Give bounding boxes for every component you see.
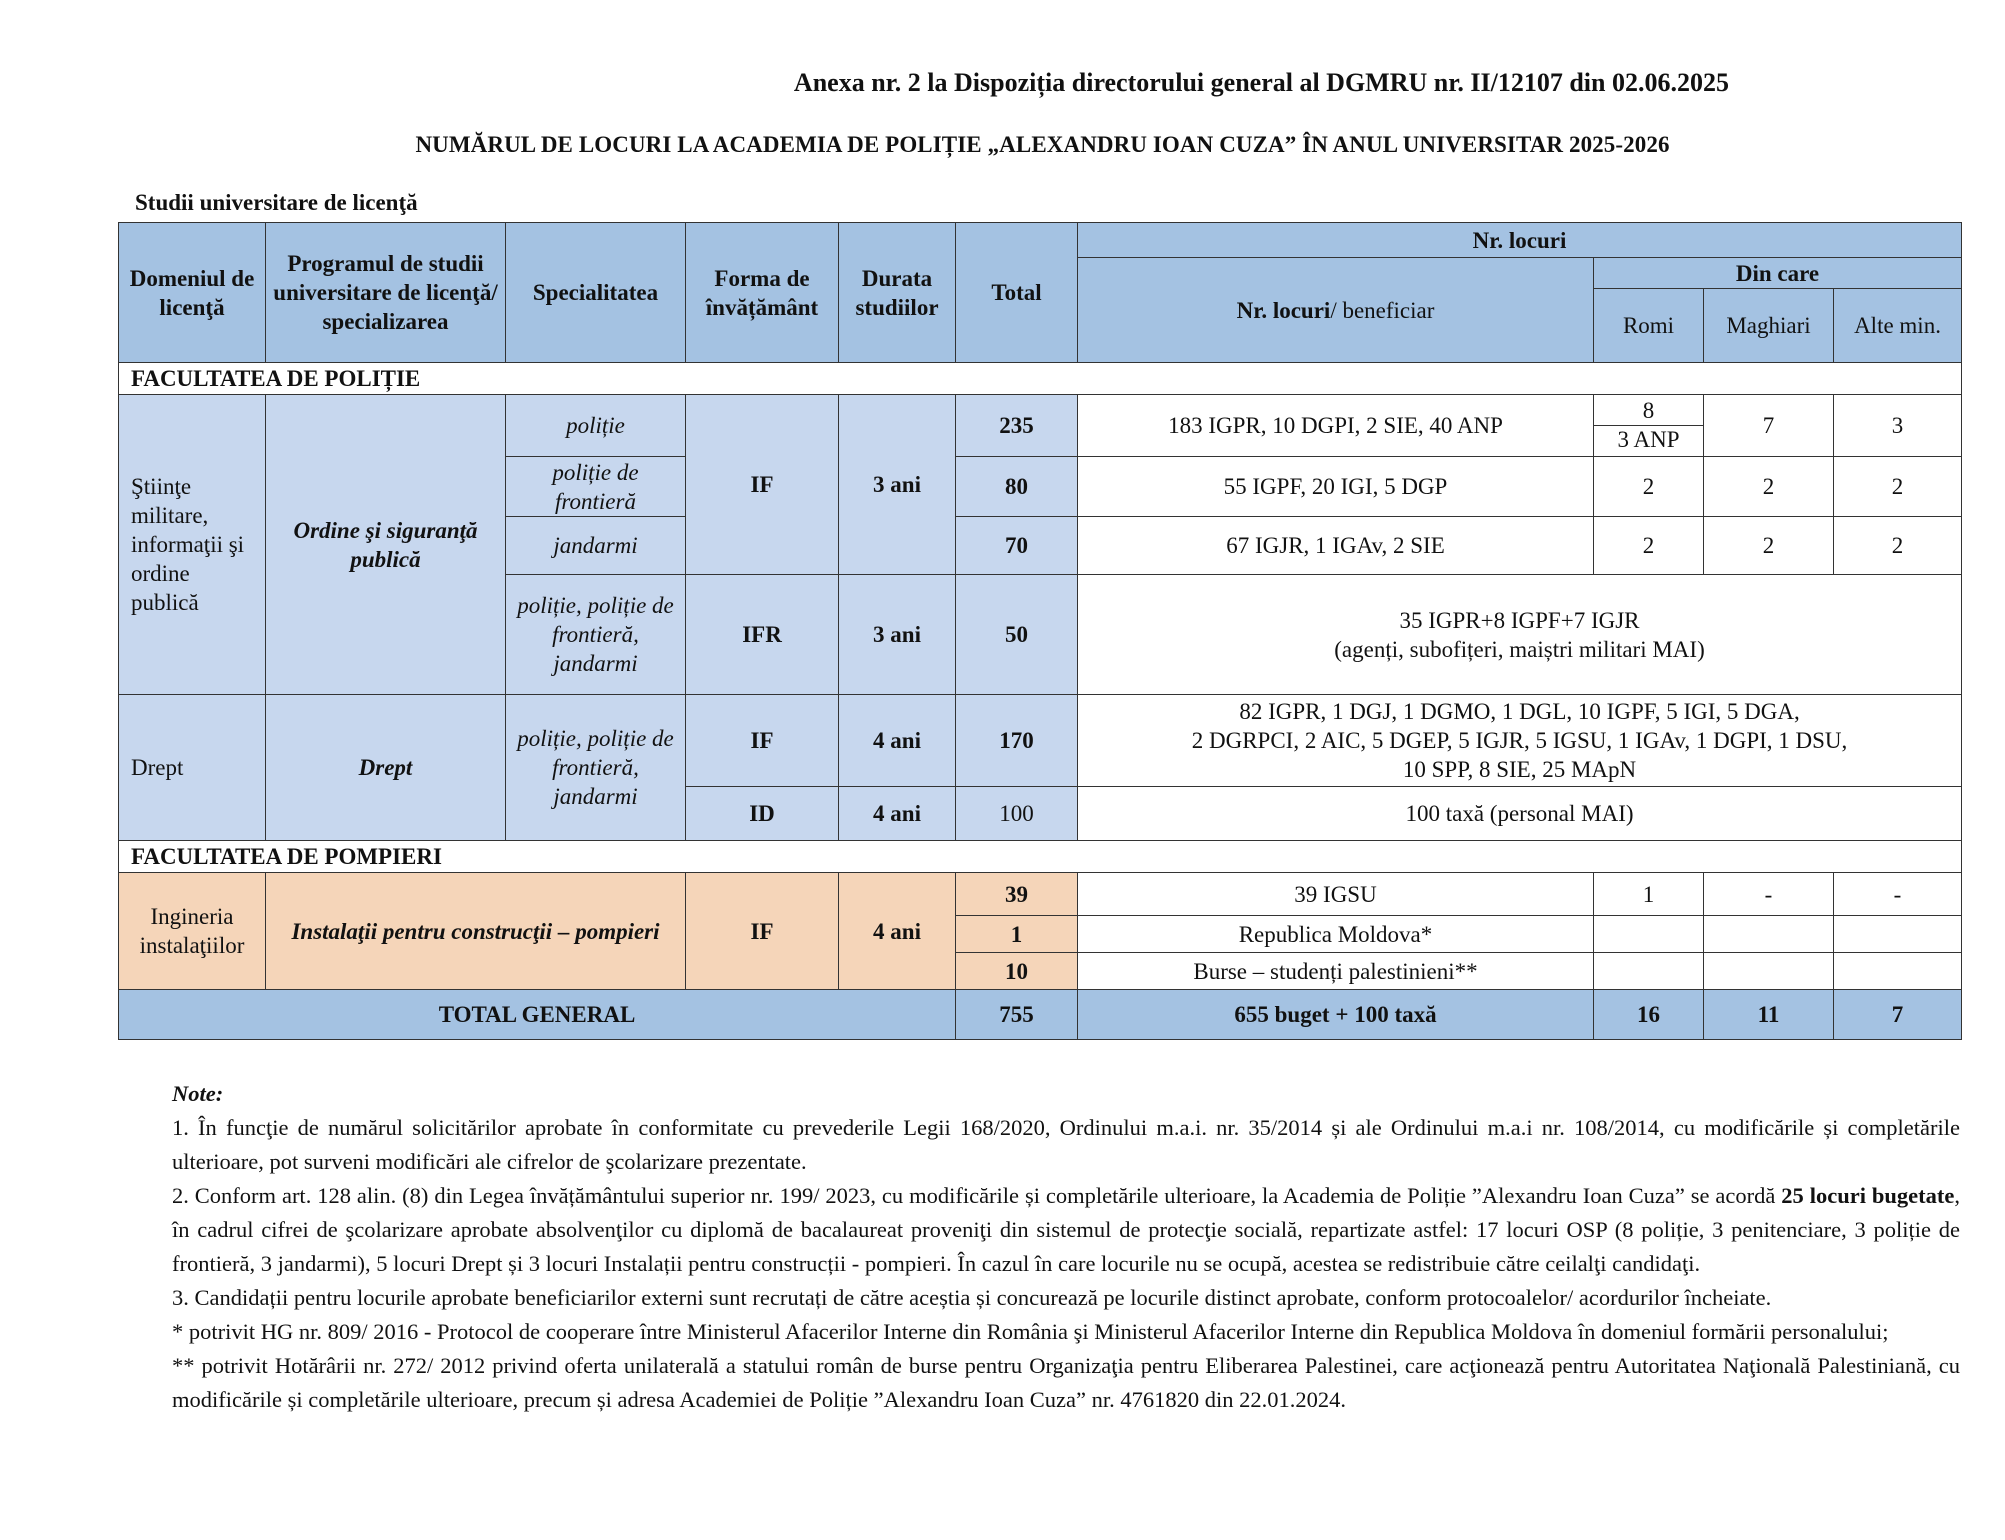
faculty-firefighters-label: FACULTATEA DE POMPIERI (119, 841, 1962, 873)
maghiari-cell: 7 (1704, 395, 1834, 457)
beneficiary-line: (agenți, subofițeri, maiștri militari MAI) (1334, 636, 1705, 662)
beneficiary-cell (1078, 695, 1962, 787)
col-romi-header: Romi (1594, 289, 1704, 363)
total-general-label: TOTAL GENERAL (119, 990, 956, 1040)
total-general-total: 755 (956, 990, 1078, 1040)
col-total-header: Total (956, 223, 1078, 363)
table-row (119, 873, 1962, 916)
maghiari-cell: - (1704, 873, 1834, 916)
col-duration-header: Durata studiilor (839, 223, 956, 363)
faculty-firefighters-row (119, 841, 1962, 873)
duration-cell: 4 ani (839, 695, 956, 787)
col-beneficiary-header (1078, 258, 1594, 363)
beneficiary-cell (1078, 575, 1962, 695)
beneficiary-cell: 67 IGJR, 1 IGAv, 2 SIE (1078, 517, 1594, 575)
total-cell: 80 (956, 457, 1078, 517)
specialty-cell: poliție de frontieră (506, 457, 686, 517)
table-row (119, 695, 1962, 787)
specialty-cell: poliție, poliție de frontieră, jandarmi (506, 575, 686, 695)
romi-cell (1594, 953, 1704, 990)
alte-cell: 2 (1834, 517, 1962, 575)
domain-cell: Drept (119, 695, 266, 841)
beneficiary-cell: 183 IGPR, 10 DGPI, 2 SIE, 40 ANP (1078, 395, 1594, 457)
annex-reference: Anexa nr. 2 la Dispoziția directorului general al DGMRU nr. II/12107 din 02.06.2025 (793, 68, 1729, 97)
note-2 (172, 1179, 1960, 1281)
form-cell: IF (686, 873, 839, 990)
romi-cell (1594, 395, 1704, 457)
total-cell: 1 (956, 916, 1078, 953)
note-2-text: 2. Conform art. 128 alin. (8) din Legea învățământului superior nr. 199/ 2023, cu modificările și completările ulterioare, la Academia de Poliție ”Alexandru Ioan Cuza” se acordă (172, 1183, 1782, 1208)
romi-sub-value: 3 ANP (1617, 427, 1680, 452)
total-general-romi: 16 (1594, 990, 1704, 1040)
col-program-header: Programul de studii universitare de licenţă/ specializarea (266, 223, 506, 363)
col-alte-header: Alte min. (1834, 289, 1962, 363)
total-general-alte: 7 (1834, 990, 1962, 1040)
col-nr-locuri-header: Nr. locuri (1078, 223, 1962, 258)
places-table (118, 222, 1962, 1040)
duration-cell: 4 ani (839, 787, 956, 841)
alte-cell: 2 (1834, 457, 1962, 517)
note-1: 1. În funcţie de numărul solicitărilor aprobate în conformitate cu prevederile Legii 168/2020, Ordinului m.a.i. nr. 35/2014 și ale Ordinului m.a.i nr. 108/2014, cu modificările și completările ulterioare, pot surveni modificări ale cifrelor de şcolarizare prezentate. (172, 1115, 1960, 1174)
total-cell: 39 (956, 873, 1078, 916)
notes-section (172, 1077, 1960, 1417)
program-cell: Instalaţii pentru construcţii – pompieri (266, 873, 686, 990)
specialty-cell: poliție, poliție de frontieră, jandarmi (506, 695, 686, 841)
program-cell: Drept (266, 695, 506, 841)
total-cell: 70 (956, 517, 1078, 575)
beneficiary-header-bold: Nr. locuri (1236, 297, 1331, 323)
total-cell: 170 (956, 695, 1078, 787)
romi-cell: 1 (1594, 873, 1704, 916)
total-cell: 235 (956, 395, 1078, 457)
beneficiary-line: 82 IGPR, 1 DGJ, 1 DGMO, 1 DGL, 10 IGPF, 5 IGI, 5 DGA, (1239, 699, 1800, 724)
note-footnote-1: * potrivit HG nr. 809/ 2016 - Protocol de cooperare între Ministerul Afacerilor Interne din România şi Ministerul Afacerilor Interne din Republica Moldova în domeniul formării personalului; (172, 1319, 1889, 1344)
faculty-police-row (119, 363, 1962, 395)
total-general-maghiari: 11 (1704, 990, 1834, 1040)
romi-cell: 2 (1594, 517, 1704, 575)
specialty-cell: jandarmi (506, 517, 686, 575)
note-footnote-2: ** potrivit Hotărârii nr. 272/ 2012 privind oferta unilaterală a statului român de burse pentru Organizaţia pentru Eliberarea Palestinei, care acţionează pentru Autoritatea Naţională Palestiniană, cu modificările și completările ulterioare, precum și adresa Academiei de Poliție ”Alexandru Ioan Cuza” nr. 4761820 din 22.01.2024. (172, 1353, 1960, 1412)
specialty-cell: poliție (506, 395, 686, 457)
form-cell: IF (686, 695, 839, 787)
beneficiary-cell: Burse – studenți palestinieni** (1078, 953, 1594, 990)
col-form-header: Forma de învățământ (686, 223, 839, 363)
total-general-beneficiary: 655 buget + 100 taxă (1078, 990, 1594, 1040)
col-domain-header: Domeniul de licenţă (119, 223, 266, 363)
domain-cell: Ingineria instalaţiilor (119, 873, 266, 990)
romi-cell (1594, 916, 1704, 953)
col-specialty-header: Specialitatea (506, 223, 686, 363)
note-3: 3. Candidații pentru locurile aprobate beneficiarilor externi sunt recrutați de către aceștia și concurează pe locurile distinct aprobate, conform protocoalelor/ acordurilor încheiate. (172, 1285, 1772, 1310)
romi-cell: 2 (1594, 457, 1704, 517)
maghiari-cell: 2 (1704, 517, 1834, 575)
domain-cell: Ştiinţe militare, informaţii şi ordine publică (119, 395, 266, 695)
note-2-bold: 25 locuri bugetate (1781, 1183, 1955, 1208)
alte-cell: - (1834, 873, 1962, 916)
table-row (119, 395, 1962, 457)
section-subtitle: Studii universitare de licenţă (135, 190, 418, 215)
romi-value: 8 (1594, 397, 1703, 426)
note-2-text-rest: , în cadrul cifrei de şcolarizare aprobate absolvenţilor cu diplomă de bacalaureat proveniţi din sistemul de protecţie socială, repartizate astfel: 17 locuri OSP (8 poliție, 3 penitenciare, 3 poliție de frontieră, 3 jandarmi), 5 locuri Drept și 3 locuri Instalații pentru construcții - pompieri. În cazul în care locurile nu se ocupă, acestea se redistribuie către ceilalţi candidaţi. (172, 1183, 1960, 1276)
col-din-care-header: Din care (1594, 258, 1962, 289)
col-maghiari-header: Maghiari (1704, 289, 1834, 363)
maghiari-cell (1704, 916, 1834, 953)
beneficiary-line: 2 DGRPCI, 2 AIC, 5 DGEP, 5 IGJR, 5 IGSU, 1 IGAv, 1 DGPI, 1 DSU, (1191, 728, 1848, 753)
notes-heading: Note: (172, 1081, 224, 1106)
form-cell: IFR (686, 575, 839, 695)
total-cell: 50 (956, 575, 1078, 695)
beneficiary-cell: Republica Moldova* (1078, 916, 1594, 953)
beneficiary-cell: 39 IGSU (1078, 873, 1594, 916)
beneficiary-line: 10 SPP, 8 SIE, 25 MApN (1402, 757, 1637, 782)
total-cell: 100 (956, 787, 1078, 841)
alte-cell (1834, 953, 1962, 990)
total-general-row (119, 990, 1962, 1040)
header-row-1 (119, 223, 1962, 258)
form-cell: ID (686, 787, 839, 841)
beneficiary-cell: 100 taxă (personal MAI) (1078, 787, 1962, 841)
maghiari-cell: 2 (1704, 457, 1834, 517)
duration-cell: 4 ani (839, 873, 956, 990)
program-cell: Ordine şi siguranţă publică (266, 395, 506, 695)
form-cell: IF (686, 395, 839, 575)
beneficiary-cell: 55 IGPF, 20 IGI, 5 DGP (1078, 457, 1594, 517)
duration-cell: 3 ani (839, 395, 956, 575)
faculty-police-label: FACULTATEA DE POLIȚIE (119, 363, 1962, 395)
document-title: NUMĂRUL DE LOCURI LA ACADEMIA DE POLIȚIE „ALEXANDRU IOAN CUZA” ÎN ANUL UNIVERSITAR 2025-2026 (415, 132, 1670, 157)
duration-cell: 3 ani (839, 575, 956, 695)
alte-cell (1834, 916, 1962, 953)
maghiari-cell (1704, 953, 1834, 990)
beneficiary-header-rest: / beneficiar (1330, 297, 1435, 323)
alte-cell: 3 (1834, 395, 1962, 457)
total-cell: 10 (956, 953, 1078, 990)
beneficiary-line: 35 IGPR+8 IGPF+7 IGJR (1399, 607, 1640, 633)
